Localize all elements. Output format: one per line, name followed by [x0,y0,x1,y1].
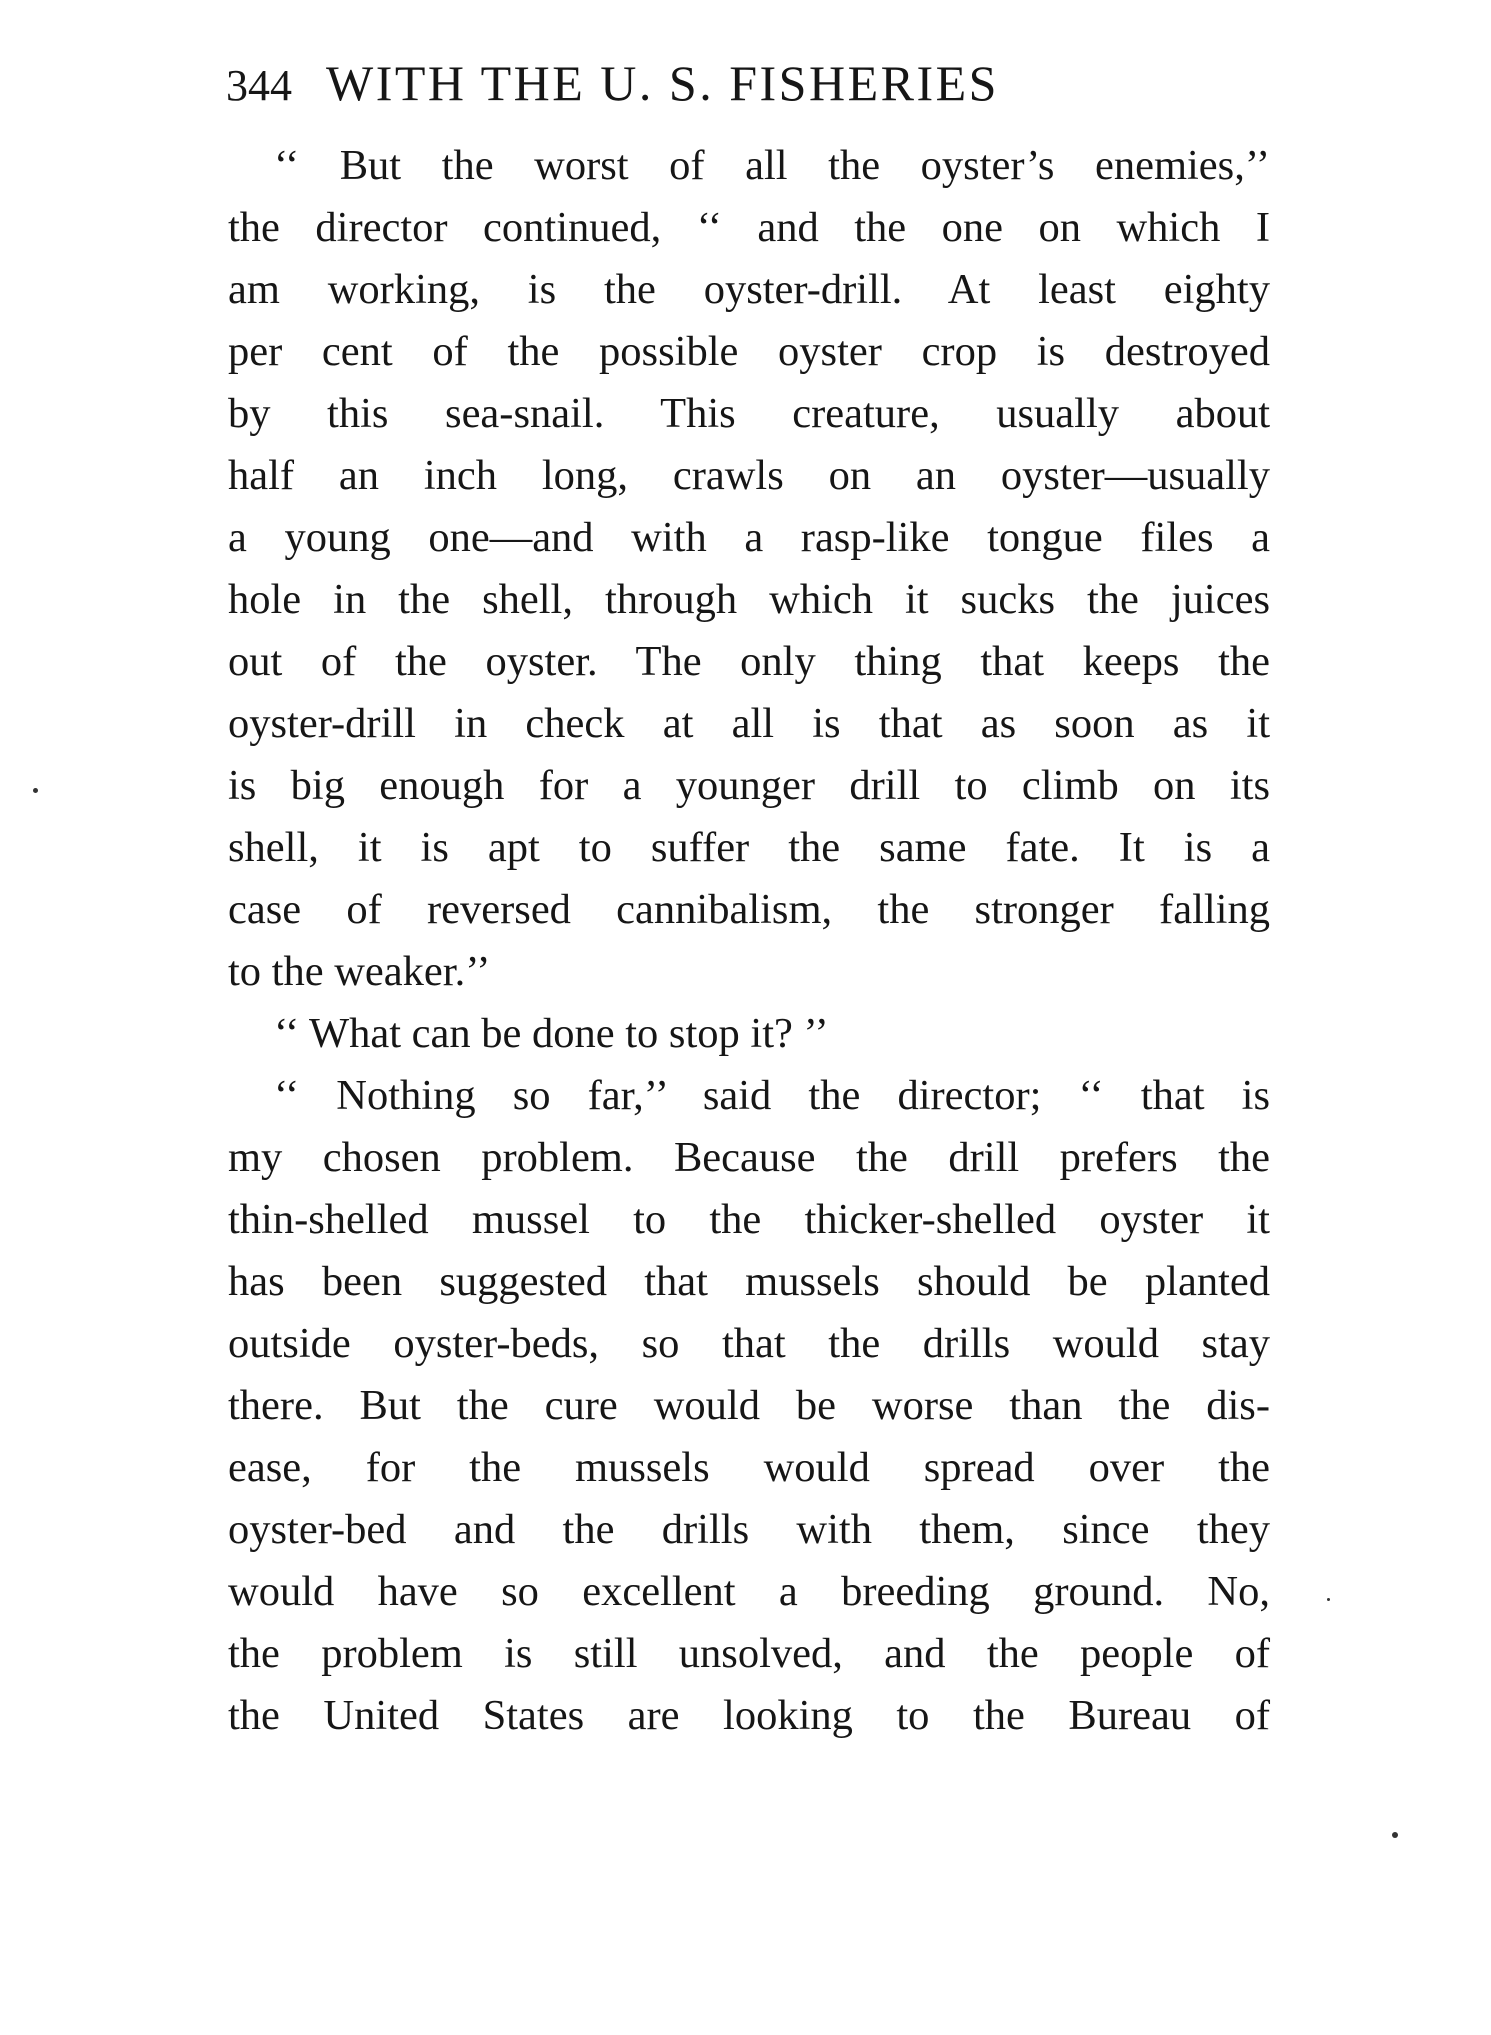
text-line: per cent of the possible oyster crop is destroyed [228,328,1270,375]
text-line: out of the oyster. The only thing that keeps the [228,638,1270,685]
text-line: the director continued, ‘‘ and the one on which I [228,204,1270,251]
text-line: thin-shelled mussel to the thicker-shelled oyster it [228,1196,1270,1243]
text-line: am working, is the oyster-drill. At least eighty [228,266,1270,313]
text-line: the United States are looking to the Bureau of [228,1692,1270,1739]
text-line: ease, for the mussels would spread over the [228,1444,1270,1491]
text-line: to the weaker.’’ [228,948,491,995]
ink-speck [1327,1598,1330,1601]
text-line: the problem is still unsolved, and the people of [228,1630,1270,1677]
text-line: by this sea-snail. This creature, usually about [228,390,1270,437]
running-title: WITH THE U. S. FISHERIES [326,55,999,111]
text-line: has been suggested that mussels should be planted [228,1258,1270,1305]
body-text [228,135,1270,1747]
text-line: outside oyster-beds, so that the drills would stay [228,1320,1270,1367]
text-line: ‘‘ Nothing so far,’’ said the director; ‘‘ that is [274,1072,1270,1119]
page-number: 344 [226,61,292,110]
text-line: ‘‘ But the worst of all the oyster’s enemies,’’ [274,142,1270,189]
text-line: ‘‘ What can be done to stop it? ’’ [274,1010,829,1057]
ink-speck [33,788,38,793]
text-line: my chosen problem. Because the drill prefers the [228,1134,1270,1181]
text-line: half an inch long, crawls on an oyster—usually [228,452,1270,499]
text-line: case of reversed cannibalism, the stronger falling [228,886,1270,933]
text-line: hole in the shell, through which it sucks the juices [228,576,1270,623]
page-header [226,48,999,118]
text-line: would have so excellent a breeding ground. No, [228,1568,1270,1615]
text-line: a young one—and with a rasp-like tongue files a [228,514,1270,561]
text-line: oyster-bed and the drills with them, since they [228,1506,1270,1553]
text-line: oyster-drill in check at all is that as soon as it [228,700,1270,747]
text-line: there. But the cure would be worse than the dis- [228,1382,1270,1429]
text-line: shell, it is apt to suffer the same fate. It is a [228,824,1270,871]
ink-speck [1392,1832,1398,1838]
text-line: is big enough for a younger drill to climb on its [228,762,1270,809]
